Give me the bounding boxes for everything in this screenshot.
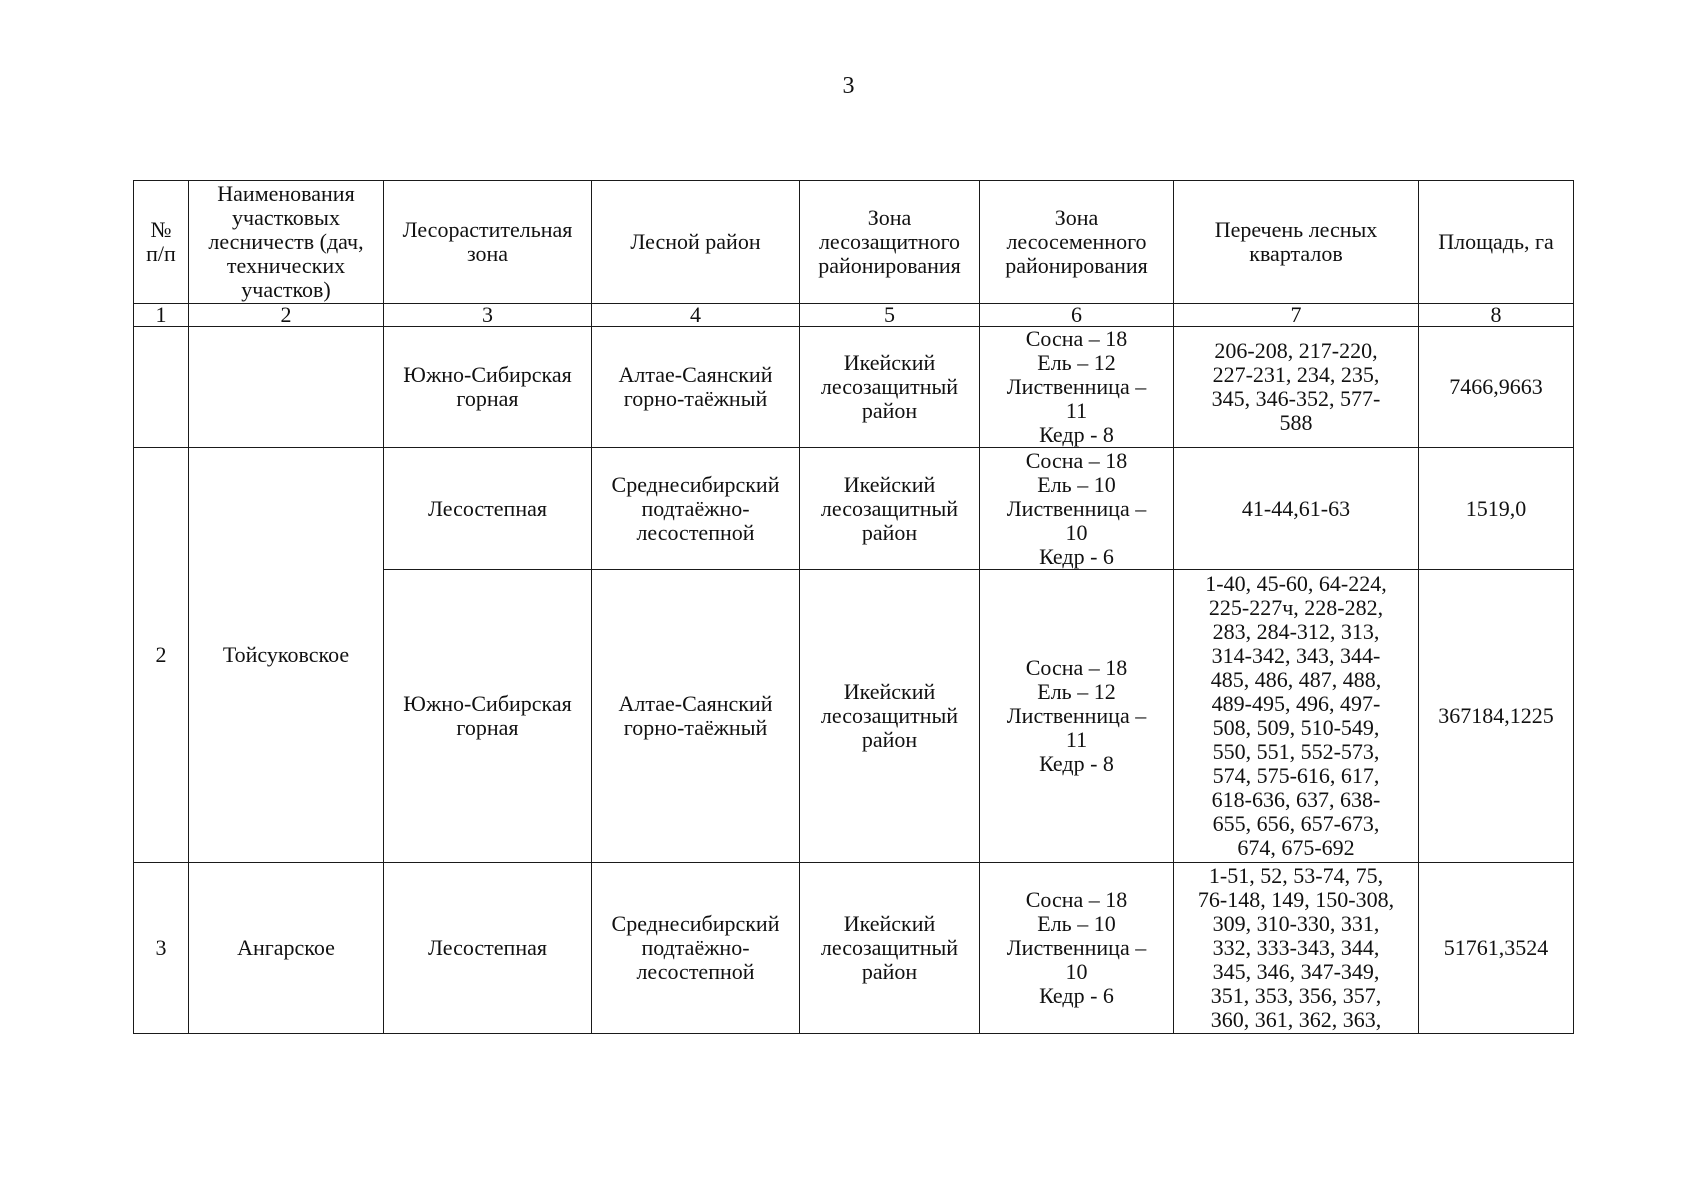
column-number-row	[134, 304, 1574, 327]
forest-district-table	[133, 180, 1574, 1034]
row-number-cell: 3	[134, 863, 189, 1034]
row-protection-cell: Икейский лесозащитный район	[800, 863, 980, 1034]
row-zone-cell: Южно-Сибирская горная	[384, 327, 592, 448]
row-protection-cell: Икейский лесозащитный район	[800, 327, 980, 448]
row-quarters-cell: 41-44,61-63	[1174, 448, 1419, 570]
row-district-cell: Среднесибирский подтаёжно- лесостепной	[592, 448, 800, 570]
header-name: Наименования участковых лесничеств (дач, технических участков)	[189, 181, 384, 304]
row-district-cell: Алтае-Саянский горно-таёжный	[592, 570, 800, 863]
row-seed-cell: Сосна – 18 Ель – 12 Лиственница – 11 Кедр - 8	[980, 327, 1174, 448]
row-quarters-cell: 1-51, 52, 53-74, 75, 76-148, 149, 150-308, 309, 310-330, 331, 332, 333-343, 344, 345, 346, 347-349, 351, 353, 356, 357, 360, 361, 362, 363,	[1174, 863, 1419, 1034]
table-row	[134, 327, 1574, 448]
row-quarters-cell: 206-208, 217-220, 227-231, 234, 235, 345, 346-352, 577- 588	[1174, 327, 1419, 448]
column-number: 8	[1419, 304, 1574, 327]
page-number: 3	[842, 73, 855, 99]
column-number: 5	[800, 304, 980, 327]
header-district: Лесной район	[592, 181, 800, 304]
row-protection-cell: Икейский лесозащитный район	[800, 570, 980, 863]
row-name-cell: Ангарское	[189, 863, 384, 1034]
row-seed-cell: Сосна – 18 Ель – 12 Лиственница – 11 Кедр - 8	[980, 570, 1174, 863]
column-number: 7	[1174, 304, 1419, 327]
column-number: 1	[134, 304, 189, 327]
row-name-cell	[189, 327, 384, 448]
header-protection: Зона лесозащитного районирования	[800, 181, 980, 304]
header-seed: Зона лесосеменного районирования	[980, 181, 1174, 304]
column-number: 4	[592, 304, 800, 327]
row-name-cell: Тойсуковское	[189, 448, 384, 863]
row-area-cell: 1519,0	[1419, 448, 1574, 570]
table-row	[134, 863, 1574, 1034]
column-number: 6	[980, 304, 1174, 327]
header-quarters: Перечень лесных кварталов	[1174, 181, 1419, 304]
row-zone-cell: Южно-Сибирская горная	[384, 570, 592, 863]
column-number: 3	[384, 304, 592, 327]
header-number: № п/п	[134, 181, 189, 304]
table-header-row	[134, 181, 1574, 304]
row-area-cell: 7466,9663	[1419, 327, 1574, 448]
row-zone-cell: Лесостепная	[384, 448, 592, 570]
table-row	[134, 448, 1574, 570]
row-district-cell: Среднесибирский подтаёжно- лесостепной	[592, 863, 800, 1034]
row-number-cell	[134, 327, 189, 448]
row-zone-cell: Лесостепная	[384, 863, 592, 1034]
row-area-cell: 367184,1225	[1419, 570, 1574, 863]
row-seed-cell: Сосна – 18 Ель – 10 Лиственница – 10 Кедр - 6	[980, 863, 1174, 1034]
row-district-cell: Алтае-Саянский горно-таёжный	[592, 327, 800, 448]
row-area-cell: 51761,3524	[1419, 863, 1574, 1034]
row-quarters-cell: 1-40, 45-60, 64-224, 225-227ч, 228-282, 283, 284-312, 313, 314-342, 343, 344- 485, 486, 487, 488, 489-495, 496, 497- 508, 509, 510-549, 550, 551, 552-573, 574, 575-616, 617, 618-636, 637, 638- 655, 656, 657-673, 674, 675-692	[1174, 570, 1419, 863]
row-protection-cell: Икейский лесозащитный район	[800, 448, 980, 570]
row-number-cell: 2	[134, 448, 189, 863]
header-zone: Лесорастительная зона	[384, 181, 592, 304]
row-seed-cell: Сосна – 18 Ель – 10 Лиственница – 10 Кедр - 6	[980, 448, 1174, 570]
header-area: Площадь, га	[1419, 181, 1574, 304]
column-number: 2	[189, 304, 384, 327]
